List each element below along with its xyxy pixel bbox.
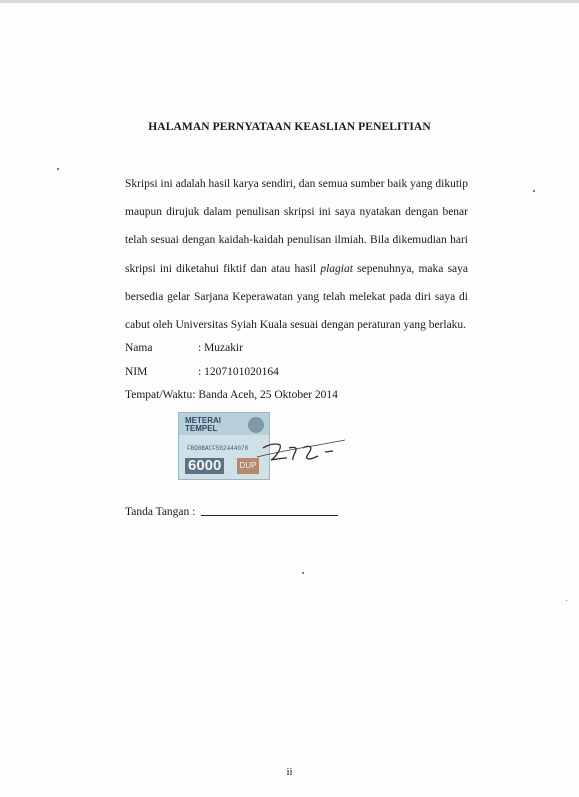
handwritten-signature bbox=[255, 432, 355, 468]
scan-speck bbox=[566, 600, 567, 601]
scan-speck bbox=[302, 572, 304, 574]
top-edge-rule bbox=[0, 0, 579, 3]
nim-value: : 1207101020164 bbox=[198, 366, 279, 378]
nim-label: NIM bbox=[125, 366, 148, 378]
nama-value: : Muzakir bbox=[198, 342, 244, 354]
tempat-waktu-value: : Banda Aceh, 25 Oktober 2014 bbox=[192, 389, 338, 401]
field-nim bbox=[125, 366, 279, 378]
statement-italic-word: plagiat bbox=[320, 262, 353, 275]
field-nama bbox=[125, 342, 243, 354]
signature-line bbox=[201, 515, 338, 516]
field-tanda-tangan bbox=[125, 506, 195, 518]
field-tempat-waktu bbox=[125, 389, 338, 401]
stamp-amount: 6000 bbox=[185, 458, 224, 474]
statement-text-part-2: sepenuhnya, maka saya bersedia gelar Sarjana Keperawatan yang telah melekat pada diri saya di cabut oleh Universitas Syiah Kuala sesuai dengan peraturan yang berlaku. bbox=[125, 262, 468, 332]
scan-speck bbox=[533, 190, 535, 192]
stamp-title-line-2: TEMPEL bbox=[185, 424, 218, 433]
page-number: ii bbox=[286, 766, 293, 778]
statement-text bbox=[125, 170, 468, 339]
nama-label: Nama bbox=[125, 342, 153, 354]
stamp-title bbox=[185, 417, 221, 433]
scan-speck bbox=[57, 168, 59, 170]
statement-text-part-1: Skripsi ini adalah hasil karya sendiri, dan semua sumber baik yang dikutip maupun dirujuk dalam penulisan skripsi ini saya nyatakan dengan benar telah sesuai dengan kaidah-kaidah penulisan ilmiah. Bila dikemudian hari skripsi ini diketahui fiktif dan atau hasil bbox=[125, 178, 468, 275]
stamp-currency: DUP bbox=[237, 458, 259, 474]
stamp-serial: FBD8BACF582444078 bbox=[187, 445, 249, 452]
garuda-emblem-icon bbox=[248, 417, 264, 433]
page-title: HALAMAN PERNYATAAN KEASLIAN PENELITIAN bbox=[148, 121, 431, 133]
stamp-title-line-1: METERAI bbox=[185, 416, 221, 425]
tempat-waktu-label: Tempat/Waktu bbox=[125, 389, 193, 401]
tanda-tangan-label: Tanda Tangan : bbox=[125, 506, 196, 518]
statement-paragraph bbox=[125, 170, 468, 339]
